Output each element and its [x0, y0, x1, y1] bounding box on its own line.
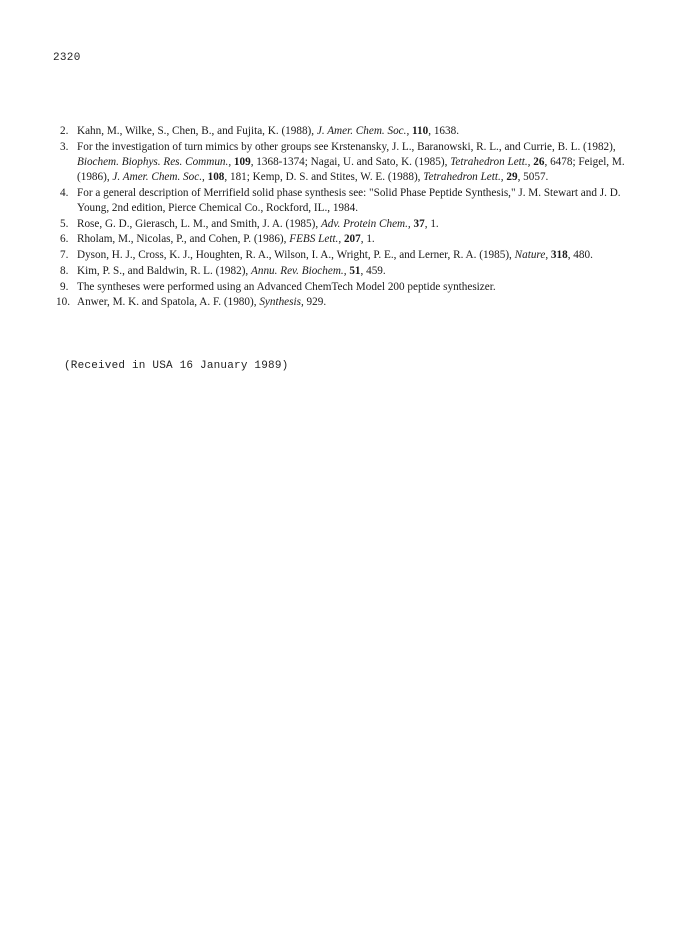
volume-number: 318	[550, 249, 568, 262]
reference-number: 8.	[60, 264, 69, 277]
reference-item	[60, 140, 635, 186]
reference-item	[60, 217, 635, 232]
reference-segment: Kahn, M., Wilke, S., Chen, B., and Fujita, K. (1988),	[77, 125, 317, 137]
reference-number: 10.	[56, 296, 70, 309]
reference-segment: Dyson, H. J., Cross, K. J., Houghten, R. A., Wilson, I. A., Wright, P. E., and Lerner, R. A. (1985),	[77, 249, 515, 262]
reference-number: 7.	[60, 249, 69, 262]
reference-number: 5.	[60, 217, 69, 230]
journal-title: FEBS Lett.,	[289, 233, 342, 246]
reference-segment: , 181; Kemp, D. S. and Stites, W. E. (1988),	[224, 171, 424, 184]
reference-segment: 929.	[303, 296, 327, 309]
reference-segment: , 6478; Feigel, M. (1986),	[77, 155, 625, 184]
received-note: (Received in USA 16 January 1989)	[64, 360, 289, 372]
volume-number: 26	[533, 155, 545, 168]
journal-title: Tetrahedron Lett.,	[423, 171, 504, 184]
journal-title: J. Amer. Chem. Soc.,	[316, 125, 410, 137]
reference-text	[77, 249, 593, 261]
volume-number: 109	[233, 155, 251, 168]
reference-segment: The syntheses were performed using an Advanced ChemTech Model 200 peptide synthesizer.	[77, 280, 496, 293]
journal-title: Biochem. Biophys. Res. Commun.,	[77, 155, 232, 168]
volume-number: 37	[413, 217, 425, 230]
page-number: 2320	[53, 52, 81, 64]
reference-text	[77, 281, 496, 293]
reference-segment: Rholam, M., Nicolas, P., and Cohen, P. (1986),	[77, 233, 290, 246]
reference-item	[56, 295, 635, 310]
journal-title: Synthesis,	[259, 296, 304, 309]
reference-segment: , 1638.	[428, 125, 459, 137]
reference-segment: For a general description of Merrifield solid phase synthesis see: "Solid Phase Peptide Synthesis," J. M. Stewart and J. D. Young, 2nd edition, Pierce Chemical Co., Rockford, IL., 1984.	[77, 186, 621, 215]
journal-title: Annu. Rev. Biochem.,	[251, 264, 347, 277]
reference-number: 3.	[60, 140, 69, 153]
reference-number: 2.	[60, 125, 69, 137]
volume-number: 29	[506, 171, 518, 184]
reference-text	[77, 218, 439, 230]
journal-title: Tetrahedron Lett.,	[450, 155, 531, 168]
reference-item	[60, 264, 635, 279]
reference-item	[60, 124, 635, 139]
reference-number: 4.	[60, 186, 69, 199]
reference-list	[56, 124, 635, 311]
reference-text	[77, 296, 326, 308]
reference-segment: For the investigation of turn mimics by other groups see Krstenansky, J. L., Baranowski, R. L., and Currie, B. L. (1982),	[77, 140, 616, 153]
volume-number: 51	[349, 264, 361, 277]
reference-item	[60, 280, 635, 295]
reference-text	[77, 187, 621, 214]
reference-segment: , 459.	[360, 264, 386, 277]
reference-segment: , 1368-1374; Nagai, U. and Sato, K. (1985),	[250, 155, 451, 168]
journal-title: J. Amer. Chem. Soc.,	[112, 171, 205, 184]
reference-item	[60, 186, 635, 216]
reference-segment: Anwer, M. K. and Spatola, A. F. (1980),	[77, 296, 260, 309]
reference-item	[60, 248, 635, 263]
journal-title: Adv. Protein Chem.,	[320, 217, 411, 230]
volume-number: 207	[343, 233, 361, 246]
reference-number: 6.	[60, 233, 69, 246]
volume-number: 110	[412, 125, 429, 137]
reference-segment: , 1.	[424, 217, 439, 230]
reference-segment: Rose, G. D., Gierasch, L. M., and Smith, J. A. (1985),	[77, 217, 321, 230]
reference-number: 9.	[60, 280, 69, 293]
reference-text	[77, 233, 375, 245]
reference-segment: , 5057.	[517, 171, 549, 184]
journal-title: Nature,	[514, 249, 549, 262]
reference-segment: , 1.	[360, 233, 375, 246]
volume-number: 108	[207, 171, 225, 184]
reference-text	[77, 125, 459, 137]
reference-text	[77, 265, 386, 277]
reference-text	[77, 141, 625, 183]
reference-segment: Kim, P. S., and Baldwin, R. L. (1982),	[77, 264, 252, 277]
reference-item	[60, 232, 635, 247]
reference-segment: , 480.	[567, 249, 593, 262]
